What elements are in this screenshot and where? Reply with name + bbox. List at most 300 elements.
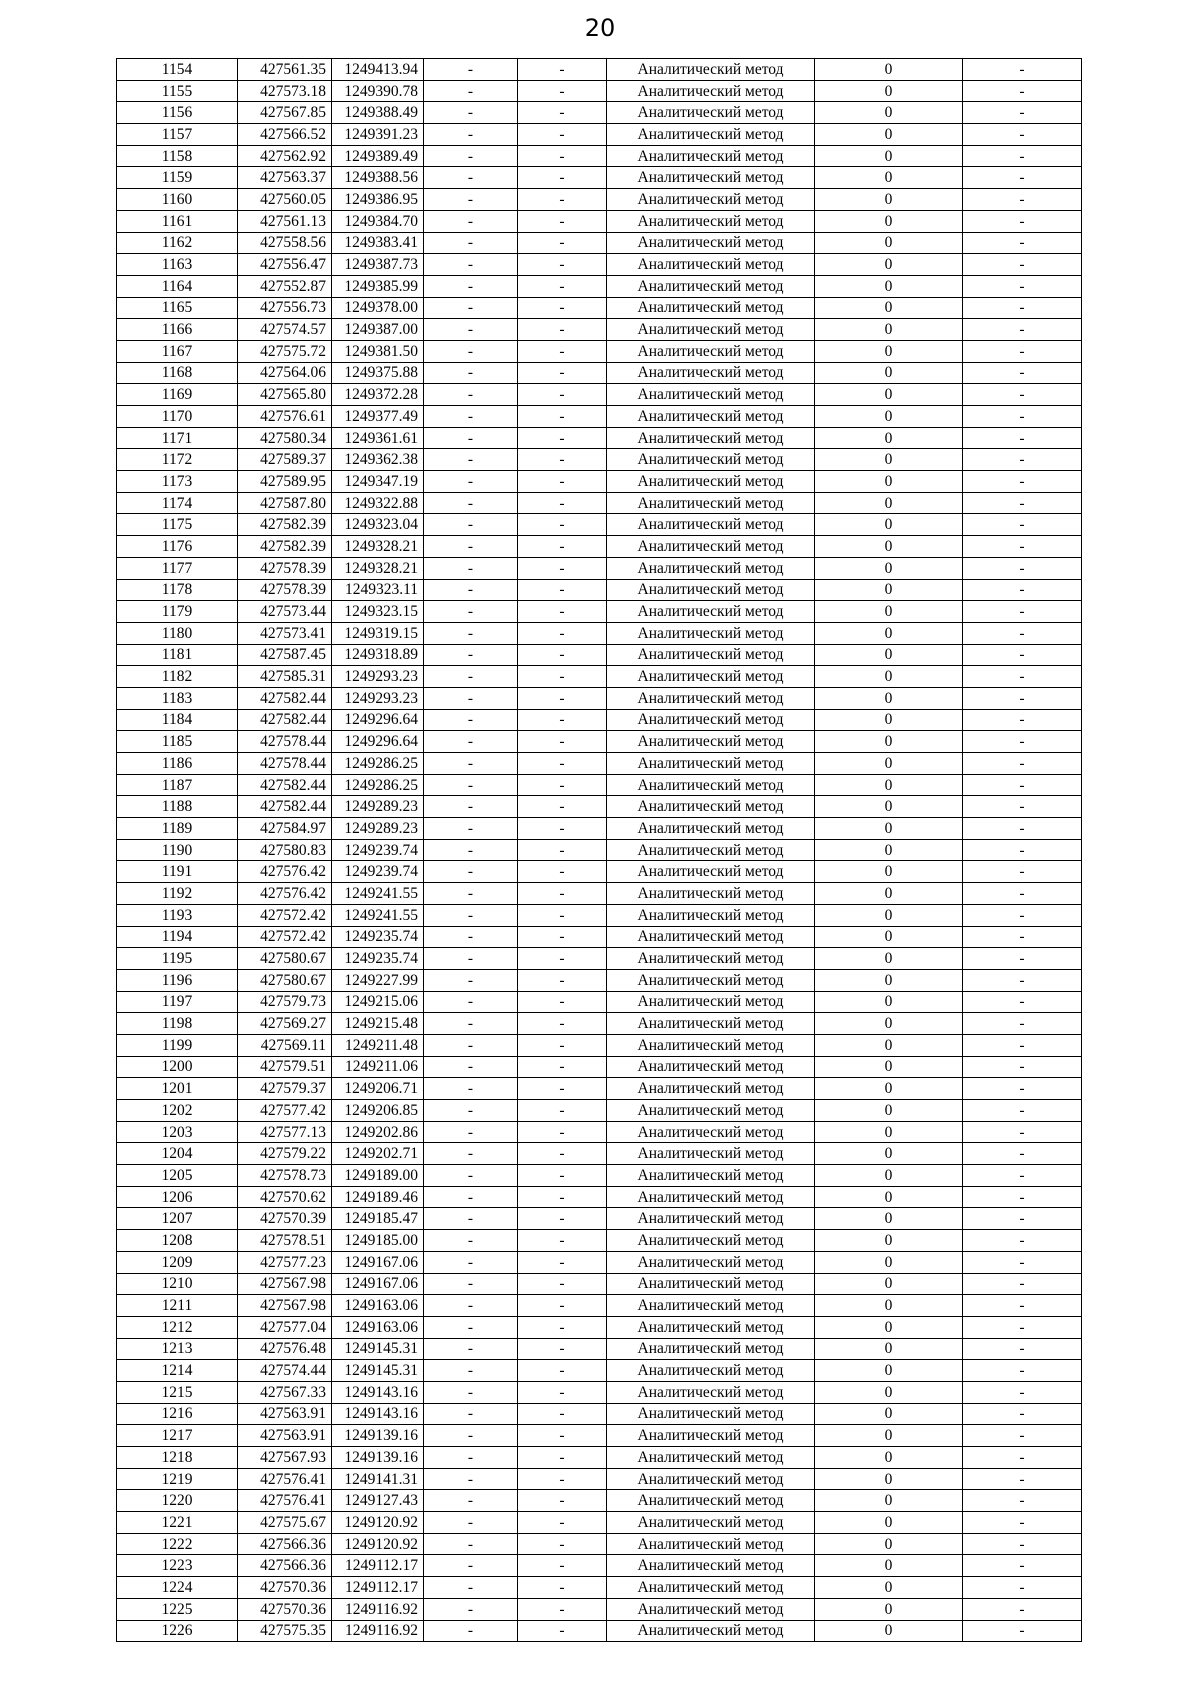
table-row xyxy=(117,1403,1082,1425)
dash-cell: - xyxy=(424,1555,518,1577)
dash-cell: - xyxy=(963,1100,1082,1122)
dash-cell: - xyxy=(424,1381,518,1403)
zero-cell: 0 xyxy=(815,102,963,124)
zero-cell: 0 xyxy=(815,839,963,861)
dash-cell: - xyxy=(963,709,1082,731)
dash-cell: - xyxy=(518,1533,607,1555)
dash-cell: - xyxy=(518,1338,607,1360)
zero-cell: 0 xyxy=(815,969,963,991)
y-coordinate-cell: 1249296.64 xyxy=(332,709,424,731)
point-number-cell: 1170 xyxy=(117,406,238,428)
dash-cell: - xyxy=(518,839,607,861)
zero-cell: 0 xyxy=(815,1447,963,1469)
dash-cell: - xyxy=(963,1316,1082,1338)
x-coordinate-cell: 427562.92 xyxy=(238,145,332,167)
dash-cell: - xyxy=(424,1034,518,1056)
point-number-cell: 1165 xyxy=(117,297,238,319)
y-coordinate-cell: 1249384.70 xyxy=(332,210,424,232)
dash-cell: - xyxy=(424,1577,518,1599)
dash-cell: - xyxy=(963,167,1082,189)
dash-cell: - xyxy=(424,1056,518,1078)
method-cell: Аналитический метод xyxy=(607,297,815,319)
zero-cell: 0 xyxy=(815,514,963,536)
zero-cell: 0 xyxy=(815,1295,963,1317)
dash-cell: - xyxy=(518,80,607,102)
dash-cell: - xyxy=(963,1143,1082,1165)
dash-cell: - xyxy=(424,1360,518,1382)
y-coordinate-cell: 1249139.16 xyxy=(332,1447,424,1469)
dash-cell: - xyxy=(424,471,518,493)
point-number-cell: 1168 xyxy=(117,362,238,384)
zero-cell: 0 xyxy=(815,406,963,428)
table-row xyxy=(117,1512,1082,1534)
zero-cell: 0 xyxy=(815,254,963,276)
dash-cell: - xyxy=(963,796,1082,818)
method-cell: Аналитический метод xyxy=(607,1251,815,1273)
point-number-cell: 1214 xyxy=(117,1360,238,1382)
method-cell: Аналитический метод xyxy=(607,210,815,232)
y-coordinate-cell: 1249375.88 xyxy=(332,362,424,384)
dash-cell: - xyxy=(963,601,1082,623)
point-number-cell: 1202 xyxy=(117,1100,238,1122)
dash-cell: - xyxy=(518,666,607,688)
zero-cell: 0 xyxy=(815,666,963,688)
table-row xyxy=(117,1034,1082,1056)
method-cell: Аналитический метод xyxy=(607,1468,815,1490)
zero-cell: 0 xyxy=(815,1316,963,1338)
point-number-cell: 1181 xyxy=(117,644,238,666)
dash-cell: - xyxy=(424,297,518,319)
point-number-cell: 1217 xyxy=(117,1425,238,1447)
zero-cell: 0 xyxy=(815,818,963,840)
x-coordinate-cell: 427578.39 xyxy=(238,579,332,601)
table-row xyxy=(117,1381,1082,1403)
dash-cell: - xyxy=(424,818,518,840)
x-coordinate-cell: 427579.73 xyxy=(238,991,332,1013)
dash-cell: - xyxy=(518,991,607,1013)
zero-cell: 0 xyxy=(815,557,963,579)
method-cell: Аналитический метод xyxy=(607,1338,815,1360)
table-row xyxy=(117,254,1082,276)
method-cell: Аналитический метод xyxy=(607,666,815,688)
x-coordinate-cell: 427566.52 xyxy=(238,124,332,146)
table-row xyxy=(117,904,1082,926)
dash-cell: - xyxy=(518,536,607,558)
dash-cell: - xyxy=(963,969,1082,991)
dash-cell: - xyxy=(424,59,518,81)
dash-cell: - xyxy=(424,1100,518,1122)
dash-cell: - xyxy=(424,687,518,709)
point-number-cell: 1176 xyxy=(117,536,238,558)
zero-cell: 0 xyxy=(815,1425,963,1447)
point-number-cell: 1157 xyxy=(117,124,238,146)
point-number-cell: 1154 xyxy=(117,59,238,81)
point-number-cell: 1196 xyxy=(117,969,238,991)
method-cell: Аналитический метод xyxy=(607,1121,815,1143)
point-number-cell: 1177 xyxy=(117,557,238,579)
point-number-cell: 1222 xyxy=(117,1533,238,1555)
point-number-cell: 1194 xyxy=(117,926,238,948)
y-coordinate-cell: 1249383.41 xyxy=(332,232,424,254)
point-number-cell: 1210 xyxy=(117,1273,238,1295)
x-coordinate-cell: 427569.11 xyxy=(238,1034,332,1056)
zero-cell: 0 xyxy=(815,644,963,666)
y-coordinate-cell: 1249227.99 xyxy=(332,969,424,991)
dash-cell: - xyxy=(963,471,1082,493)
point-number-cell: 1188 xyxy=(117,796,238,818)
dash-cell: - xyxy=(963,883,1082,905)
y-coordinate-cell: 1249381.50 xyxy=(332,340,424,362)
dash-cell: - xyxy=(963,1295,1082,1317)
dash-cell: - xyxy=(518,1360,607,1382)
dash-cell: - xyxy=(518,1251,607,1273)
method-cell: Аналитический метод xyxy=(607,275,815,297)
point-number-cell: 1180 xyxy=(117,622,238,644)
y-coordinate-cell: 1249241.55 xyxy=(332,904,424,926)
x-coordinate-cell: 427567.33 xyxy=(238,1381,332,1403)
method-cell: Аналитический метод xyxy=(607,232,815,254)
method-cell: Аналитический метод xyxy=(607,514,815,536)
dash-cell: - xyxy=(963,1165,1082,1187)
dash-cell: - xyxy=(518,1381,607,1403)
zero-cell: 0 xyxy=(815,1403,963,1425)
dash-cell: - xyxy=(424,579,518,601)
method-cell: Аналитический метод xyxy=(607,449,815,471)
x-coordinate-cell: 427567.98 xyxy=(238,1273,332,1295)
dash-cell: - xyxy=(518,644,607,666)
dash-cell: - xyxy=(963,1381,1082,1403)
dash-cell: - xyxy=(963,991,1082,1013)
zero-cell: 0 xyxy=(815,796,963,818)
table-row xyxy=(117,102,1082,124)
table-row xyxy=(117,1056,1082,1078)
y-coordinate-cell: 1249185.00 xyxy=(332,1230,424,1252)
zero-cell: 0 xyxy=(815,1208,963,1230)
y-coordinate-cell: 1249322.88 xyxy=(332,492,424,514)
zero-cell: 0 xyxy=(815,774,963,796)
dash-cell: - xyxy=(424,861,518,883)
point-number-cell: 1156 xyxy=(117,102,238,124)
dash-cell: - xyxy=(518,1555,607,1577)
y-coordinate-cell: 1249127.43 xyxy=(332,1490,424,1512)
dash-cell: - xyxy=(424,492,518,514)
x-coordinate-cell: 427570.62 xyxy=(238,1186,332,1208)
dash-cell: - xyxy=(424,189,518,211)
point-number-cell: 1192 xyxy=(117,883,238,905)
point-number-cell: 1178 xyxy=(117,579,238,601)
point-number-cell: 1163 xyxy=(117,254,238,276)
dash-cell: - xyxy=(424,319,518,341)
x-coordinate-cell: 427578.44 xyxy=(238,753,332,775)
x-coordinate-cell: 427575.35 xyxy=(238,1620,332,1642)
dash-cell: - xyxy=(424,1512,518,1534)
dash-cell: - xyxy=(424,362,518,384)
method-cell: Аналитический метод xyxy=(607,1295,815,1317)
y-coordinate-cell: 1249413.94 xyxy=(332,59,424,81)
table-row xyxy=(117,1208,1082,1230)
table-row xyxy=(117,1295,1082,1317)
table-row xyxy=(117,1165,1082,1187)
dash-cell: - xyxy=(424,384,518,406)
zero-cell: 0 xyxy=(815,536,963,558)
x-coordinate-cell: 427584.97 xyxy=(238,818,332,840)
dash-cell: - xyxy=(518,1316,607,1338)
zero-cell: 0 xyxy=(815,991,963,1013)
dash-cell: - xyxy=(963,102,1082,124)
dash-cell: - xyxy=(424,1447,518,1469)
method-cell: Аналитический метод xyxy=(607,1425,815,1447)
table-row xyxy=(117,1186,1082,1208)
x-coordinate-cell: 427580.67 xyxy=(238,969,332,991)
dash-cell: - xyxy=(424,904,518,926)
method-cell: Аналитический метод xyxy=(607,1403,815,1425)
dash-cell: - xyxy=(963,818,1082,840)
dash-cell: - xyxy=(424,449,518,471)
x-coordinate-cell: 427565.80 xyxy=(238,384,332,406)
point-number-cell: 1206 xyxy=(117,1186,238,1208)
dash-cell: - xyxy=(963,948,1082,970)
zero-cell: 0 xyxy=(815,80,963,102)
dash-cell: - xyxy=(518,1598,607,1620)
method-cell: Аналитический метод xyxy=(607,1230,815,1252)
dash-cell: - xyxy=(963,406,1082,428)
method-cell: Аналитический метод xyxy=(607,1208,815,1230)
method-cell: Аналитический метод xyxy=(607,1165,815,1187)
point-number-cell: 1201 xyxy=(117,1078,238,1100)
dash-cell: - xyxy=(424,1165,518,1187)
y-coordinate-cell: 1249163.06 xyxy=(332,1295,424,1317)
table-row xyxy=(117,471,1082,493)
dash-cell: - xyxy=(424,622,518,644)
method-cell: Аналитический метод xyxy=(607,471,815,493)
dash-cell: - xyxy=(424,774,518,796)
zero-cell: 0 xyxy=(815,59,963,81)
dash-cell: - xyxy=(518,189,607,211)
x-coordinate-cell: 427573.18 xyxy=(238,80,332,102)
method-cell: Аналитический метод xyxy=(607,1360,815,1382)
dash-cell: - xyxy=(424,1013,518,1035)
y-coordinate-cell: 1249388.56 xyxy=(332,167,424,189)
dash-cell: - xyxy=(518,883,607,905)
dash-cell: - xyxy=(518,232,607,254)
x-coordinate-cell: 427587.45 xyxy=(238,644,332,666)
y-coordinate-cell: 1249293.23 xyxy=(332,687,424,709)
dash-cell: - xyxy=(963,514,1082,536)
y-coordinate-cell: 1249347.19 xyxy=(332,471,424,493)
y-coordinate-cell: 1249323.04 xyxy=(332,514,424,536)
zero-cell: 0 xyxy=(815,167,963,189)
method-cell: Аналитический метод xyxy=(607,904,815,926)
table-row xyxy=(117,1251,1082,1273)
dash-cell: - xyxy=(424,1403,518,1425)
table-row xyxy=(117,731,1082,753)
table-row xyxy=(117,449,1082,471)
zero-cell: 0 xyxy=(815,926,963,948)
table-row xyxy=(117,991,1082,1013)
table-row xyxy=(117,1490,1082,1512)
y-coordinate-cell: 1249235.74 xyxy=(332,948,424,970)
x-coordinate-cell: 427556.47 xyxy=(238,254,332,276)
x-coordinate-cell: 427579.51 xyxy=(238,1056,332,1078)
x-coordinate-cell: 427567.93 xyxy=(238,1447,332,1469)
method-cell: Аналитический метод xyxy=(607,1078,815,1100)
y-coordinate-cell: 1249389.49 xyxy=(332,145,424,167)
y-coordinate-cell: 1249362.38 xyxy=(332,449,424,471)
table-row xyxy=(117,969,1082,991)
y-coordinate-cell: 1249377.49 xyxy=(332,406,424,428)
dash-cell: - xyxy=(963,1512,1082,1534)
dash-cell: - xyxy=(963,1533,1082,1555)
point-number-cell: 1207 xyxy=(117,1208,238,1230)
y-coordinate-cell: 1249239.74 xyxy=(332,839,424,861)
y-coordinate-cell: 1249112.17 xyxy=(332,1577,424,1599)
y-coordinate-cell: 1249323.11 xyxy=(332,579,424,601)
table-row xyxy=(117,579,1082,601)
method-cell: Аналитический метод xyxy=(607,1598,815,1620)
y-coordinate-cell: 1249328.21 xyxy=(332,557,424,579)
dash-cell: - xyxy=(963,275,1082,297)
dash-cell: - xyxy=(424,1316,518,1338)
table-row xyxy=(117,557,1082,579)
dash-cell: - xyxy=(518,1403,607,1425)
table-row xyxy=(117,1316,1082,1338)
dash-cell: - xyxy=(963,80,1082,102)
y-coordinate-cell: 1249167.06 xyxy=(332,1251,424,1273)
table-row xyxy=(117,861,1082,883)
dash-cell: - xyxy=(518,622,607,644)
dash-cell: - xyxy=(424,1468,518,1490)
y-coordinate-cell: 1249206.85 xyxy=(332,1100,424,1122)
point-number-cell: 1211 xyxy=(117,1295,238,1317)
dash-cell: - xyxy=(518,774,607,796)
y-coordinate-cell: 1249390.78 xyxy=(332,80,424,102)
table-row xyxy=(117,1620,1082,1642)
method-cell: Аналитический метод xyxy=(607,427,815,449)
y-coordinate-cell: 1249241.55 xyxy=(332,883,424,905)
x-coordinate-cell: 427582.39 xyxy=(238,536,332,558)
table-row xyxy=(117,687,1082,709)
zero-cell: 0 xyxy=(815,1034,963,1056)
method-cell: Аналитический метод xyxy=(607,1490,815,1512)
table-row xyxy=(117,601,1082,623)
y-coordinate-cell: 1249289.23 xyxy=(332,796,424,818)
zero-cell: 0 xyxy=(815,1555,963,1577)
x-coordinate-cell: 427582.44 xyxy=(238,709,332,731)
dash-cell: - xyxy=(963,579,1082,601)
table-row xyxy=(117,774,1082,796)
dash-cell: - xyxy=(518,59,607,81)
dash-cell: - xyxy=(518,1447,607,1469)
table-row xyxy=(117,210,1082,232)
dash-cell: - xyxy=(963,1078,1082,1100)
dash-cell: - xyxy=(424,666,518,688)
dash-cell: - xyxy=(518,557,607,579)
dash-cell: - xyxy=(963,210,1082,232)
dash-cell: - xyxy=(518,1143,607,1165)
y-coordinate-cell: 1249185.47 xyxy=(332,1208,424,1230)
y-coordinate-cell: 1249189.46 xyxy=(332,1186,424,1208)
table-row xyxy=(117,709,1082,731)
x-coordinate-cell: 427561.35 xyxy=(238,59,332,81)
point-number-cell: 1223 xyxy=(117,1555,238,1577)
dash-cell: - xyxy=(424,883,518,905)
method-cell: Аналитический метод xyxy=(607,991,815,1013)
table-row xyxy=(117,948,1082,970)
dash-cell: - xyxy=(518,948,607,970)
dash-cell: - xyxy=(424,1533,518,1555)
x-coordinate-cell: 427566.36 xyxy=(238,1533,332,1555)
zero-cell: 0 xyxy=(815,601,963,623)
method-cell: Аналитический метод xyxy=(607,492,815,514)
dash-cell: - xyxy=(518,1056,607,1078)
dash-cell: - xyxy=(963,254,1082,276)
dash-cell: - xyxy=(518,579,607,601)
dash-cell: - xyxy=(424,275,518,297)
dash-cell: - xyxy=(424,1230,518,1252)
y-coordinate-cell: 1249143.16 xyxy=(332,1381,424,1403)
zero-cell: 0 xyxy=(815,1360,963,1382)
x-coordinate-cell: 427578.39 xyxy=(238,557,332,579)
point-number-cell: 1225 xyxy=(117,1598,238,1620)
zero-cell: 0 xyxy=(815,145,963,167)
dash-cell: - xyxy=(424,839,518,861)
x-coordinate-cell: 427576.42 xyxy=(238,883,332,905)
dash-cell: - xyxy=(424,145,518,167)
dash-cell: - xyxy=(518,731,607,753)
dash-cell: - xyxy=(963,384,1082,406)
point-number-cell: 1215 xyxy=(117,1381,238,1403)
zero-cell: 0 xyxy=(815,449,963,471)
point-number-cell: 1199 xyxy=(117,1034,238,1056)
x-coordinate-cell: 427556.73 xyxy=(238,297,332,319)
y-coordinate-cell: 1249143.16 xyxy=(332,1403,424,1425)
method-cell: Аналитический метод xyxy=(607,1533,815,1555)
method-cell: Аналитический метод xyxy=(607,102,815,124)
dash-cell: - xyxy=(963,427,1082,449)
dash-cell: - xyxy=(518,753,607,775)
dash-cell: - xyxy=(424,427,518,449)
x-coordinate-cell: 427578.51 xyxy=(238,1230,332,1252)
dash-cell: - xyxy=(424,709,518,731)
y-coordinate-cell: 1249206.71 xyxy=(332,1078,424,1100)
x-coordinate-cell: 427564.06 xyxy=(238,362,332,384)
table-row xyxy=(117,536,1082,558)
dash-cell: - xyxy=(963,1555,1082,1577)
dash-cell: - xyxy=(424,1078,518,1100)
dash-cell: - xyxy=(424,1273,518,1295)
table-row xyxy=(117,753,1082,775)
dash-cell: - xyxy=(963,1208,1082,1230)
point-number-cell: 1155 xyxy=(117,80,238,102)
method-cell: Аналитический метод xyxy=(607,557,815,579)
y-coordinate-cell: 1249215.06 xyxy=(332,991,424,1013)
dash-cell: - xyxy=(518,427,607,449)
y-coordinate-cell: 1249372.28 xyxy=(332,384,424,406)
table-row xyxy=(117,1100,1082,1122)
point-number-cell: 1174 xyxy=(117,492,238,514)
x-coordinate-cell: 427567.98 xyxy=(238,1295,332,1317)
y-coordinate-cell: 1249167.06 xyxy=(332,1273,424,1295)
x-coordinate-cell: 427572.42 xyxy=(238,904,332,926)
method-cell: Аналитический метод xyxy=(607,362,815,384)
dash-cell: - xyxy=(424,167,518,189)
table-row xyxy=(117,189,1082,211)
dash-cell: - xyxy=(963,1186,1082,1208)
dash-cell: - xyxy=(424,80,518,102)
x-coordinate-cell: 427576.41 xyxy=(238,1490,332,1512)
table-row xyxy=(117,1468,1082,1490)
x-coordinate-cell: 427572.42 xyxy=(238,926,332,948)
